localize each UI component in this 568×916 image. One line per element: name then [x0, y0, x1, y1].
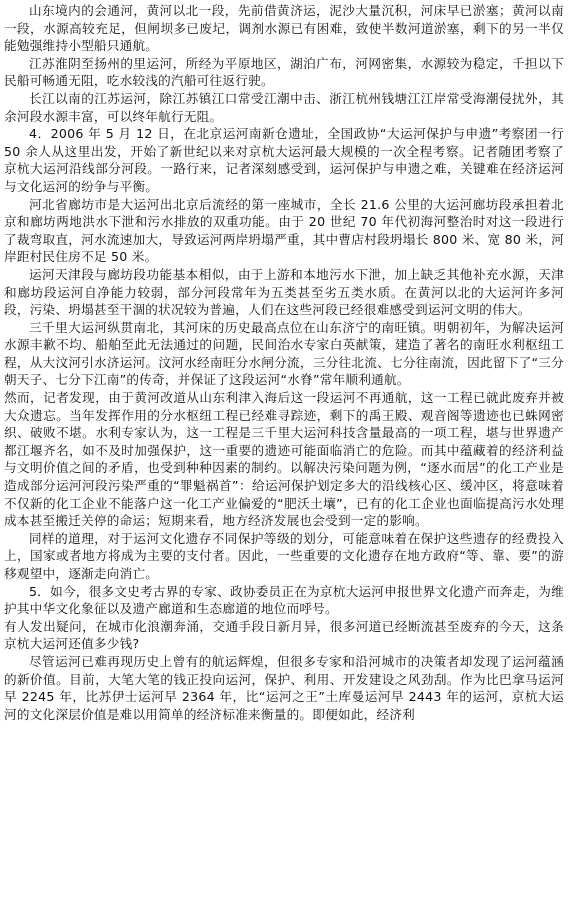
paragraph-protection-levels: 同样的道理，对于运河文化遗存不同保护等级的划分，可能意味着在保护这些遗存的经费投入上，国家或者地方将成为主要的支付者。因此，一些重要的文化遗存在地方政府“等、靠、要”的游移观望中，逐渐走向消亡。 [4, 530, 564, 581]
paragraph-reporter-findings: 然而，记者发现，由于黄河改道从山东利津入海后这一段运河不再通航，这一工程已就此废弃并被大众遗忘。当年发挥作用的分水枢纽工程已经难寻踪迹，剩下的禹王殿、观音阁等遗迹也已蛛网密织、破败不堪。水利专家认为，这一工程是三千里大运河科技含量最高的一项工程，堪与世界遗产都江堰齐名，如不及时加强保护，这一重要的遗迹可能面临消亡的危险。而其中蕴藏着的经济利益与文明价值之间的矛盾，也受到种种因素的制约。以解决污染问题为例，“逐水而居”的化工产业是造成部分运河河段污染严重的“罪魁祸首”：给运河保护划定多大的沿线核心区、缓冲区，将意味着不仅新的化工企业不能落户这一化工产业偏爱的“肥沃土壤”，已有的化工企业也面临提高污水处理成本甚至搬迁关停的命运；短期来看，地方经济发展也会受到一定的影响。 [4, 390, 564, 529]
paragraph-jiangnan-canal: 长江以南的江苏运河，除江苏镇江口常受江潮中击、浙江杭州钱塘江江岸常受海潮侵扰外，其余河段水源丰富，可以终年航行无阻。 [4, 90, 564, 124]
paragraph-jiangsu-li-canal: 江苏淮阴至扬州的里运河，所经为平原地区，湖泊广布，河网密集，水源较为稳定，千担以下民船可畅通无阻，吃水较浅的汽船可往返行驶。 [4, 55, 564, 89]
paragraph-section-4-inspection: 4．2006 年 5 月 12 日，在北京运河南新仓遗址，全国政协“大运河保护与申遗”考察团一行 50 余人从这里出发，开始了新世纪以来对京杭大运河最大规模的一次全程考察。记者随团考察了京杭大运河沿线部分河段。一路行来，记者深刻感受到，运河保护与申遗之难，关键难在经济运河与文化运河的纷争与平衡。 [4, 126, 564, 194]
paragraph-value-question: 有人发出疑问，在城市化浪潮奔涌，交通手段日新月异，很多河道已经断流甚至废弃的今天，这条京杭大运河还值多少钱? [4, 618, 564, 652]
paragraph-shandong-huitong-river: 山东境内的会通河，黄河以北一段，先前借黄济运，泥沙大量沉积，河床早已淤塞；黄河以南一段，水源高较充足，但闸坝多已废圮，调剂水源已有困难，致使半数河道淤塞，剩下的另一半仅能勉强维持小型船只通航。 [4, 3, 564, 54]
paragraph-langfang-section: 河北省廊坊市是大运河出北京后流经的第一座城市，全长 21.6 公里的大运河廊坊段承担着北京和廊坊两地洪水下泄和污水排放的双重功能。由于 20 世纪 70 年代初海河整治时对这一段进行了裁弯取直，河水流速加大，导致运河两岸坍塌严重，其中曹店村段坍塌长 800 米、宽 80 米，河岸距村民住房不足 50 米。 [4, 196, 564, 265]
paragraph-nanwang-hub: 三千里大运河纵贯南北，其河床的历史最高点位在山东济宁的南旺镇。明朝初年，为解决运河水源丰歉不均、船舶至此无法通过的问题，民间治水专家白英献策，建造了著名的南旺水利枢纽工程，从大汶河引水济运河。汶河水经南旺分水闸分流，三分往北流、七分往南流，因此留下了“三分朝天子、七分下江南”的传奇，并保证了这段运河“水脊”常年顺利通航。 [4, 319, 564, 388]
paragraph-new-value: 尽管运河已难再现历史上曾有的航运辉煌，但很多专家和沿河城市的决策者却发现了运河蕴涵的新价值。目前，大笔大笔的钱正投向运河，保护、利用、开发建设之风劲刮。作为比巴拿马运河早 2245 年，比苏伊士运河早 2364 年，比“运河之王”土库曼运河早 2443 年的运河，京杭大运河的文化深层价值是难以用简单的经济标准来衡量的。即便如此，经济利 [4, 653, 564, 722]
paragraph-section-5-heritage: 5．如今，很多文史考古界的专家、政协委员正在为京杭大运河申报世界文化遗产而奔走，为维护其中华文化象征以及遗产廊道和生态廊道的地位而呼号。 [4, 583, 564, 617]
paragraph-tianjin-section: 运河天津段与廊坊段功能基本相似，由于上游和本地污水下泄，加上缺乏其他补充水源，天津和廊坊段运河自净能力较弱，部分河段常年为五类甚至劣五类水质。在黄河以北的大运河许多河段，污染、坍塌甚至干涸的状况较为普遍，人们在这些河段已经很难感受到运河文明的伟大。 [4, 266, 564, 318]
